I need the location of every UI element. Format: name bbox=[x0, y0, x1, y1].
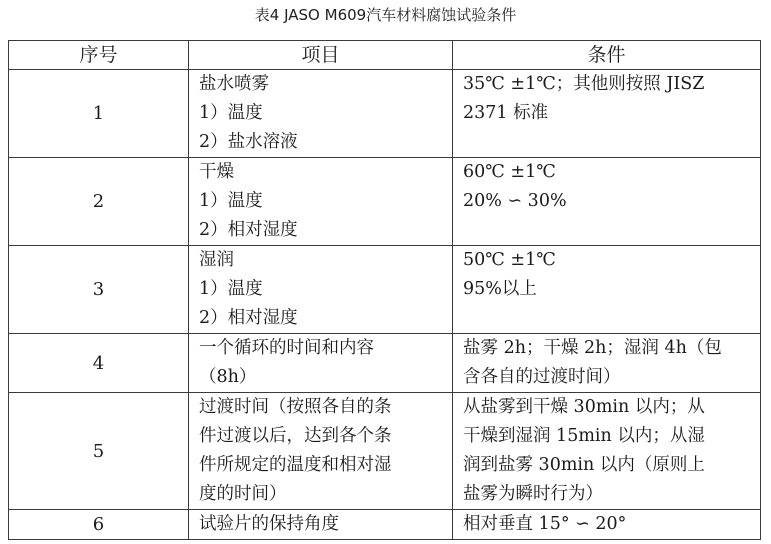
condition-line: 2371 标准 bbox=[463, 103, 549, 123]
row-condition bbox=[453, 334, 761, 393]
header-item: 项目 bbox=[189, 41, 453, 70]
row-condition bbox=[453, 158, 761, 246]
condition-line: 相对垂直 15° ∽ 20° bbox=[463, 514, 627, 534]
condition-line: 干燥到湿润 15min 以内；从湿 bbox=[463, 426, 705, 446]
condition-line: 50℃ ±1℃ bbox=[463, 250, 556, 270]
condition-line: 含各自的过渡时间） bbox=[463, 367, 621, 387]
table-row bbox=[9, 70, 761, 158]
item-line: 盐水喷雾 bbox=[199, 74, 269, 94]
row-item bbox=[189, 70, 453, 158]
item-line: 1）温度 bbox=[199, 279, 263, 299]
row-number: 3 bbox=[9, 246, 189, 334]
row-number: 5 bbox=[9, 393, 189, 510]
table-row bbox=[9, 510, 761, 540]
header-no: 序号 bbox=[9, 41, 189, 70]
item-line: 件过渡以后，达到各个条 bbox=[199, 426, 392, 446]
item-line: 2）相对湿度 bbox=[199, 220, 298, 240]
table-row bbox=[9, 246, 761, 334]
item-line: 件所规定的温度和相对湿 bbox=[199, 455, 392, 475]
header-condition: 条件 bbox=[453, 41, 761, 70]
condition-line: 润到盐雾 30min 以内（原则上 bbox=[463, 455, 705, 475]
item-line: 1）温度 bbox=[199, 103, 263, 123]
item-line: 试验片的保持角度 bbox=[199, 514, 339, 534]
row-number: 6 bbox=[9, 510, 189, 540]
row-number: 2 bbox=[9, 158, 189, 246]
item-line: 1）温度 bbox=[199, 191, 263, 211]
condition-line: 35℃ ±1℃；其他则按照 JISZ bbox=[463, 74, 705, 94]
row-condition bbox=[453, 393, 761, 510]
item-line: 2）盐水溶液 bbox=[199, 132, 298, 152]
condition-line: 盐雾 2h；干燥 2h；湿润 4h（包 bbox=[463, 338, 722, 358]
row-item bbox=[189, 158, 453, 246]
item-line: （8h） bbox=[199, 367, 257, 387]
condition-line: 盐雾为瞬时行为） bbox=[463, 484, 603, 504]
condition-line: 20% ∽ 30% bbox=[463, 191, 567, 211]
row-condition bbox=[453, 246, 761, 334]
table-row bbox=[9, 334, 761, 393]
table-row bbox=[9, 158, 761, 246]
header-row bbox=[9, 41, 761, 70]
table-row bbox=[9, 393, 761, 510]
table-caption: 表4 JASO M609汽车材料腐蚀试验条件 bbox=[254, 6, 517, 24]
row-condition bbox=[453, 510, 761, 540]
condition-line: 从盐雾到干燥 30min 以内；从 bbox=[463, 397, 705, 417]
condition-line: 60℃ ±1℃ bbox=[463, 162, 556, 182]
item-line: 度的时间） bbox=[199, 484, 287, 504]
item-line: 湿润 bbox=[199, 250, 234, 270]
condition-line: 95%以上 bbox=[463, 279, 537, 299]
row-number: 1 bbox=[9, 70, 189, 158]
item-line: 过渡时间（按照各自的条 bbox=[199, 397, 392, 417]
row-item bbox=[189, 334, 453, 393]
test-conditions-table bbox=[8, 40, 761, 540]
row-item bbox=[189, 510, 453, 540]
item-line: 一个循环的时间和内容 bbox=[199, 338, 374, 358]
item-line: 2）相对湿度 bbox=[199, 308, 298, 328]
row-item bbox=[189, 246, 453, 334]
row-condition bbox=[453, 70, 761, 158]
row-number: 4 bbox=[9, 334, 189, 393]
item-line: 干燥 bbox=[199, 162, 234, 182]
row-item bbox=[189, 393, 453, 510]
